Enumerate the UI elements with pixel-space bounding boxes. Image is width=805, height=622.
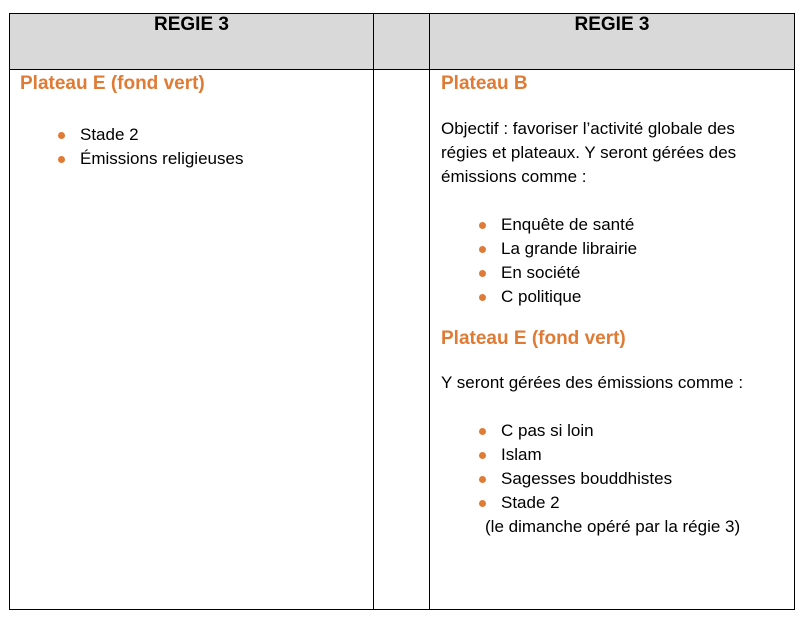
list-item: Stade 2 <box>20 123 365 147</box>
plateau-e-intro: Y seront gérées des émissions comme : <box>441 373 744 392</box>
bullet-icon <box>479 222 486 229</box>
regie-table <box>9 13 795 610</box>
header-row <box>10 14 795 70</box>
bullet-icon <box>58 156 65 163</box>
plateau-e-title: Plateau E (fond vert) <box>441 328 626 349</box>
list-item: Islam <box>441 443 784 467</box>
list-item: Stade 2 <box>441 491 784 515</box>
right-cell <box>430 70 795 610</box>
header-middle <box>374 14 430 70</box>
bullet-icon <box>479 452 486 459</box>
plateau-e-list <box>441 419 784 515</box>
bullet-icon <box>479 246 486 253</box>
list-item: En société <box>441 261 784 285</box>
bullet-icon <box>479 270 486 277</box>
content-row <box>10 70 795 610</box>
list-item: La grande librairie <box>441 237 784 261</box>
list-item: C politique <box>441 285 784 309</box>
plateau-b-list <box>441 213 784 309</box>
left-cell <box>10 70 374 610</box>
list-item: Émissions religieuses <box>20 147 365 171</box>
bullet-icon <box>479 428 486 435</box>
plateau-b-title: Plateau B <box>441 73 528 94</box>
middle-cell <box>374 70 430 610</box>
bullet-icon <box>479 500 486 507</box>
list-item: C pas si loin <box>441 419 784 443</box>
plateau-e-note: (le dimanche opéré par la régie 3) <box>485 517 741 536</box>
header-left: REGIE 3 <box>10 14 374 70</box>
left-bullet-list <box>20 123 365 171</box>
plateau-b-intro: Objectif : favoriser l’activité globale des régies et plateaux. Y seront gérées des émissions comme : <box>441 119 737 186</box>
left-plateau-title: Plateau E (fond vert) <box>20 73 205 94</box>
header-right: REGIE 3 <box>430 14 795 70</box>
bullet-icon <box>58 132 65 139</box>
list-item: Enquête de santé <box>441 213 784 237</box>
bullet-icon <box>479 294 486 301</box>
bullet-icon <box>479 476 486 483</box>
list-item: Sagesses bouddhistes <box>441 467 784 491</box>
